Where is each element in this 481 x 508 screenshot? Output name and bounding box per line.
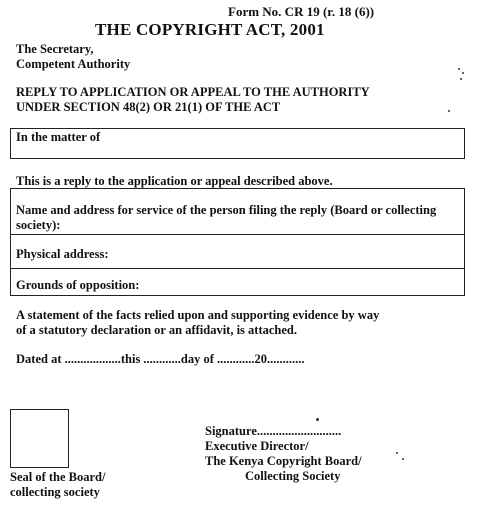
scan-speck xyxy=(396,452,398,454)
signatory-organization-alt: Collecting Society xyxy=(245,469,341,483)
physical-address-field-label[interactable]: Physical address: xyxy=(16,247,109,261)
addressee-line-2: Competent Authority xyxy=(16,57,131,71)
grounds-field-label[interactable]: Grounds of opposition: xyxy=(16,278,140,292)
seal-box xyxy=(10,409,69,468)
seal-label-line-2: collecting society xyxy=(10,485,100,499)
row-divider xyxy=(10,268,465,269)
scan-speck xyxy=(316,418,319,421)
signature-block xyxy=(205,424,362,484)
signature-line[interactable]: Signature........................... xyxy=(205,424,342,438)
form-heading-line-2: UNDER SECTION 48(2) OR 21(1) OF THE ACT xyxy=(16,100,281,114)
addressee xyxy=(16,42,130,72)
statement-line-2: of a statutory declaration or an affidavit, is attached. xyxy=(16,323,297,337)
form-number: Form No. CR 19 (r. 18 (6)) xyxy=(228,4,375,19)
scan-speck xyxy=(402,458,404,460)
scan-speck xyxy=(448,110,450,112)
scan-speck xyxy=(458,68,460,70)
scan-speck xyxy=(460,78,462,80)
form-heading xyxy=(16,85,370,115)
document-title: THE COPYRIGHT ACT, 2001 xyxy=(95,20,325,39)
signatory-title: Executive Director/ xyxy=(205,439,309,453)
seal-label xyxy=(10,470,105,500)
reply-statement: This is a reply to the application or appeal described above. xyxy=(16,174,333,188)
name-address-field-label[interactable]: Name and address for service of the person filing the reply (Board or collecting society): xyxy=(16,203,437,232)
supporting-evidence-statement xyxy=(16,308,379,338)
row-divider xyxy=(10,234,465,235)
signatory-organization: The Kenya Copyright Board/ xyxy=(205,454,362,468)
addressee-line-1: The Secretary, xyxy=(16,42,94,56)
dated-line[interactable]: Dated at ..................this ............day of ............20............ xyxy=(16,352,305,366)
scan-speck xyxy=(462,72,464,74)
seal-label-line-1: Seal of the Board/ xyxy=(10,470,106,484)
statement-line-1: A statement of the facts relied upon and supporting evidence by way xyxy=(16,308,380,322)
matter-field-label: In the matter of xyxy=(16,130,101,144)
form-heading-line-1: REPLY TO APPLICATION OR APPEAL TO THE AUTHORITY xyxy=(16,85,370,99)
